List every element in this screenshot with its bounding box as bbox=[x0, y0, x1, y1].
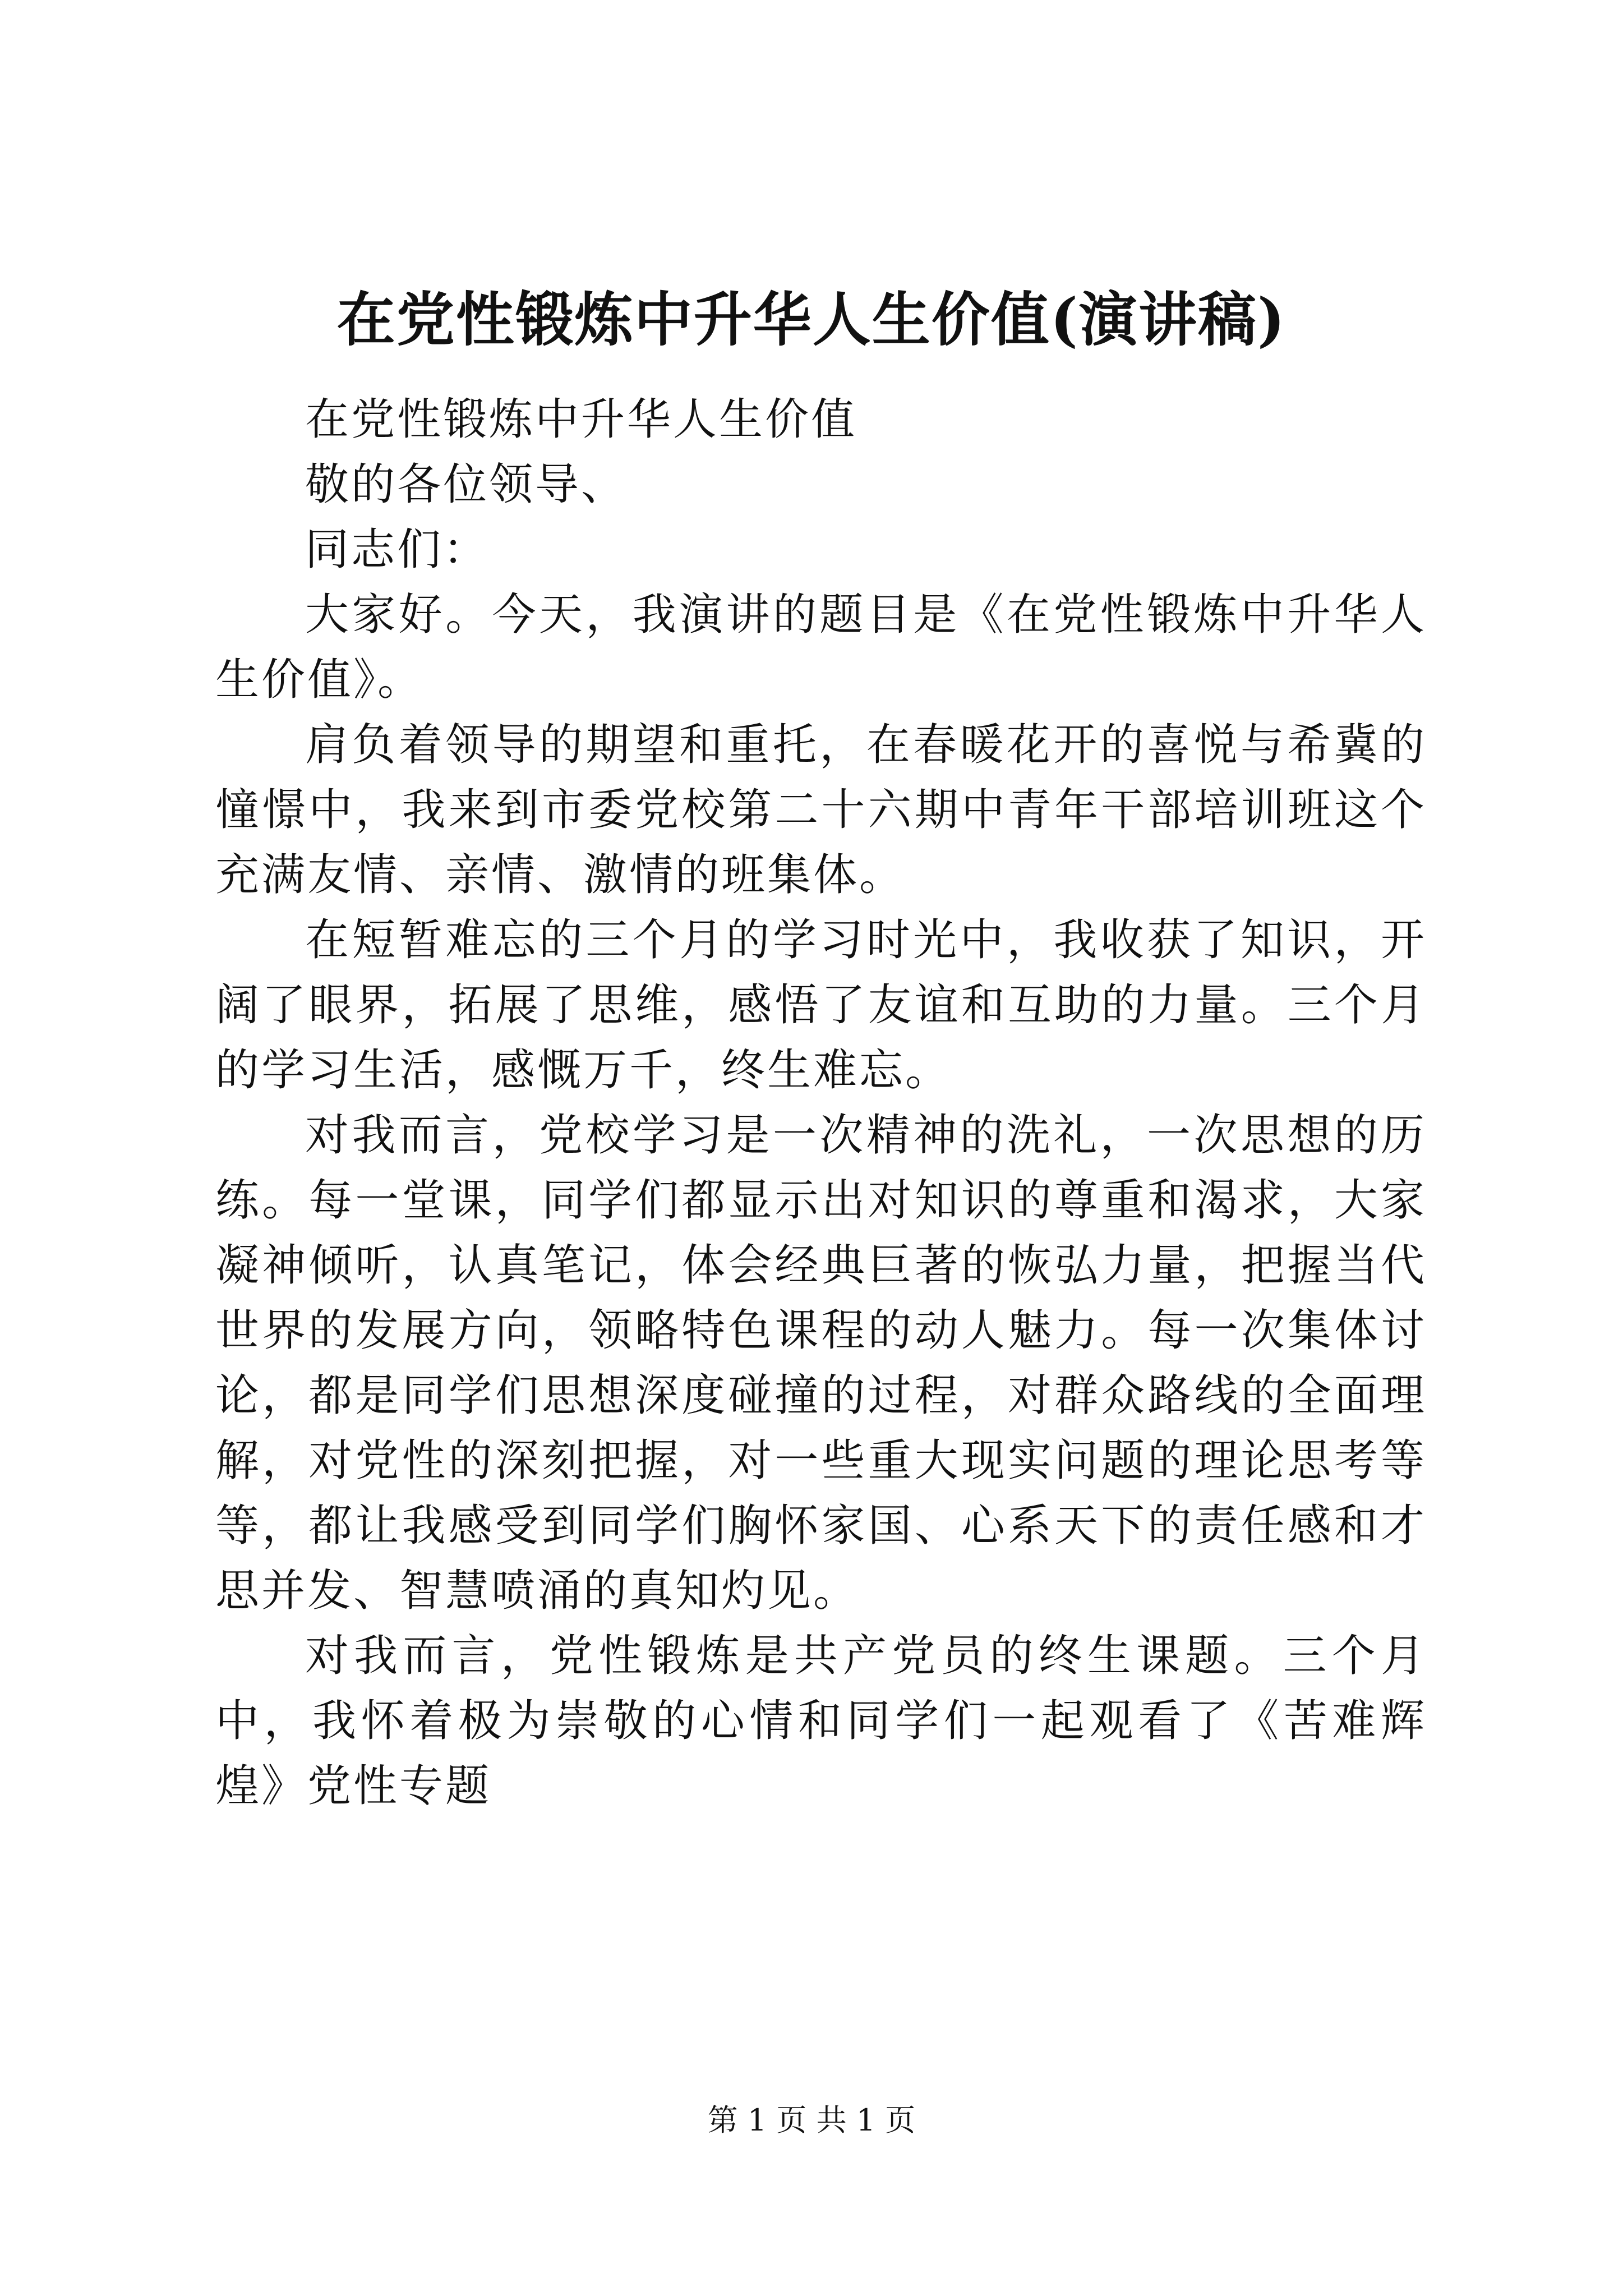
page-footer: 第 1 页 共 1 页 bbox=[707, 2102, 916, 2138]
paragraph-body: 肩负着领导的期望和重托，在春暖花开的喜悦与希冀的憧憬中，我来到市委党校第二十六期中青年干部培训班这个充满友情、亲情、激情的班集体。 bbox=[215, 720, 1427, 900]
document-title: 在党性锻炼中升华人生价值(演讲稿) bbox=[336, 285, 1287, 354]
paragraph-body: 对我而言，党性锻炼是共产党员的终生课题。三个月中，我怀着极为崇敬的心情和同学们一起观看了《苦难辉煌》党性专题 bbox=[215, 1631, 1427, 1811]
document-body bbox=[215, 387, 1427, 1819]
paragraph-greeting: 大家好。今天，我演讲的题目是《在党性锻炼中升华人生价值》。 bbox=[215, 590, 1427, 705]
paragraph-body: 对我而言，党校学习是一次精神的洗礼，一次思想的历练。每一堂课，同学们都显示出对知识的尊重和渴求，大家凝神倾听，认真笔记，体会经典巨著的恢弘力量，把握当代世界的发展方向，领略特色课程的动人魅力。每一次集体讨论，都是同学们思想深度碰撞的过程，对群众路线的全面理解，对党性的深刻把握，对一些重大现实问题的理论思考等等，都让我感受到同学们胸怀家国、心系天下的责任感和才思并发、智慧喷涌的真知灼见。 bbox=[215, 1110, 1427, 1616]
paragraph-salutation: 敬的各位领导、 bbox=[305, 459, 628, 510]
paragraph-salutation-continued: 同志们： bbox=[305, 524, 490, 575]
paragraph-subtitle: 在党性锻炼中升华人生价值 bbox=[305, 394, 857, 445]
paragraph-body: 在短暂难忘的三个月的学习时光中，我收获了知识，开阔了眼界，拓展了思维，感悟了友谊和互助的力量。三个月的学习生活，感慨万千，终生难忘。 bbox=[215, 915, 1427, 1096]
